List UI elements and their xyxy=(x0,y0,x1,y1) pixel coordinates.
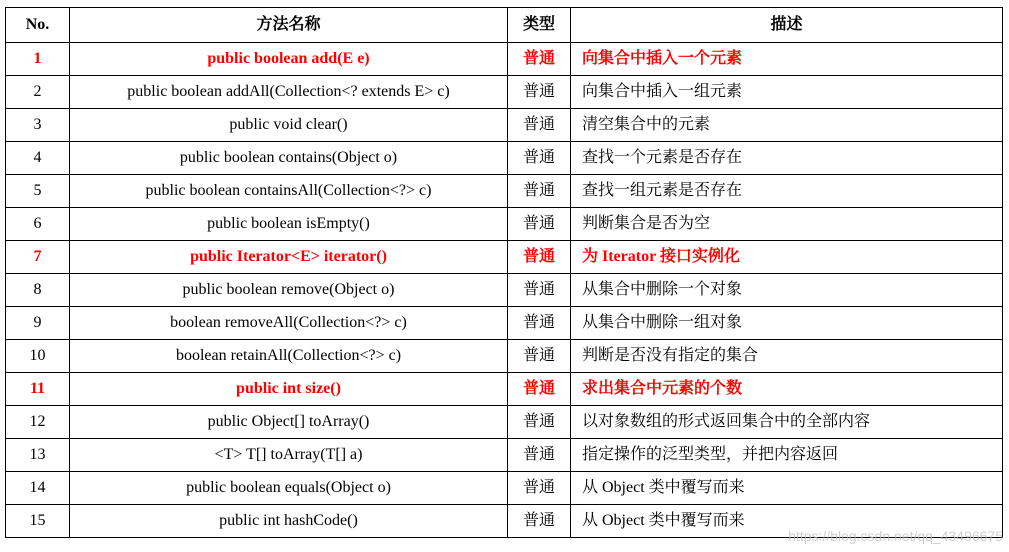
method-description: 以对象数组的形式返回集合中的全部内容 xyxy=(571,406,1003,439)
method-description: 为 Iterator 接口实例化 xyxy=(571,241,1003,274)
method-description: 向集合中插入一个元素 xyxy=(571,43,1003,76)
table-row xyxy=(6,43,1003,76)
row-number: 6 xyxy=(6,208,70,241)
method-name: public boolean add(E e) xyxy=(70,43,508,76)
header-type: 类型 xyxy=(508,8,571,43)
method-name: public boolean equals(Object o) xyxy=(70,472,508,505)
method-name: public int size() xyxy=(70,373,508,406)
row-number: 9 xyxy=(6,307,70,340)
method-name: boolean retainAll(Collection<?> c) xyxy=(70,340,508,373)
method-type: 普通 xyxy=(508,208,571,241)
method-name: public Iterator<E> iterator() xyxy=(70,241,508,274)
table-row xyxy=(6,142,1003,175)
method-description: 查找一组元素是否存在 xyxy=(571,175,1003,208)
method-type: 普通 xyxy=(508,175,571,208)
row-number: 5 xyxy=(6,175,70,208)
method-name: public Object[] toArray() xyxy=(70,406,508,439)
method-name: public boolean containsAll(Collection<?> c) xyxy=(70,175,508,208)
row-number: 15 xyxy=(6,505,70,538)
method-type: 普通 xyxy=(508,241,571,274)
method-description: 从集合中删除一组对象 xyxy=(571,307,1003,340)
row-number: 1 xyxy=(6,43,70,76)
method-description: 从 Object 类中覆写而来 xyxy=(571,505,1003,538)
method-type: 普通 xyxy=(508,142,571,175)
row-number: 10 xyxy=(6,340,70,373)
method-type: 普通 xyxy=(508,307,571,340)
table-row xyxy=(6,472,1003,505)
methods-table xyxy=(5,7,1003,538)
header-row xyxy=(6,8,1003,43)
row-number: 8 xyxy=(6,274,70,307)
table-row xyxy=(6,406,1003,439)
table-row xyxy=(6,505,1003,538)
method-description: 清空集合中的元素 xyxy=(571,109,1003,142)
method-description: 指定操作的泛型类型，并把内容返回 xyxy=(571,439,1003,472)
row-number: 14 xyxy=(6,472,70,505)
table-row xyxy=(6,208,1003,241)
table-row xyxy=(6,274,1003,307)
table-row xyxy=(6,175,1003,208)
method-description: 判断集合是否为空 xyxy=(571,208,1003,241)
method-type: 普通 xyxy=(508,43,571,76)
row-number: 3 xyxy=(6,109,70,142)
row-number: 4 xyxy=(6,142,70,175)
watermark-url: https://blog.csdn.net/qq_43496675 xyxy=(788,528,1003,544)
table-row xyxy=(6,109,1003,142)
method-type: 普通 xyxy=(508,109,571,142)
method-name: public boolean isEmpty() xyxy=(70,208,508,241)
method-name: public void clear() xyxy=(70,109,508,142)
method-description: 查找一个元素是否存在 xyxy=(571,142,1003,175)
method-name: boolean removeAll(Collection<?> c) xyxy=(70,307,508,340)
method-type: 普通 xyxy=(508,439,571,472)
table-row xyxy=(6,439,1003,472)
method-name: public int hashCode() xyxy=(70,505,508,538)
table-row xyxy=(6,373,1003,406)
method-name: public boolean addAll(Collection<? extends E> c) xyxy=(70,76,508,109)
method-name: public boolean remove(Object o) xyxy=(70,274,508,307)
row-number: 11 xyxy=(6,373,70,406)
method-type: 普通 xyxy=(508,472,571,505)
method-type: 普通 xyxy=(508,373,571,406)
table-row xyxy=(6,76,1003,109)
row-number: 2 xyxy=(6,76,70,109)
method-name: public boolean contains(Object o) xyxy=(70,142,508,175)
method-type: 普通 xyxy=(508,274,571,307)
method-name: <T> T[] toArray(T[] a) xyxy=(70,439,508,472)
method-type: 普通 xyxy=(508,505,571,538)
table-row xyxy=(6,340,1003,373)
method-description: 从 Object 类中覆写而来 xyxy=(571,472,1003,505)
row-number: 7 xyxy=(6,241,70,274)
header-no: No. xyxy=(6,8,70,43)
row-number: 13 xyxy=(6,439,70,472)
method-description: 判断是否没有指定的集合 xyxy=(571,340,1003,373)
method-description: 求出集合中元素的个数 xyxy=(571,373,1003,406)
method-type: 普通 xyxy=(508,406,571,439)
header-description: 描述 xyxy=(571,8,1003,43)
table-row xyxy=(6,241,1003,274)
method-description: 向集合中插入一组元素 xyxy=(571,76,1003,109)
row-number: 12 xyxy=(6,406,70,439)
header-method-name: 方法名称 xyxy=(70,8,508,43)
method-description: 从集合中删除一个对象 xyxy=(571,274,1003,307)
method-type: 普通 xyxy=(508,340,571,373)
table-row xyxy=(6,307,1003,340)
method-type: 普通 xyxy=(508,76,571,109)
